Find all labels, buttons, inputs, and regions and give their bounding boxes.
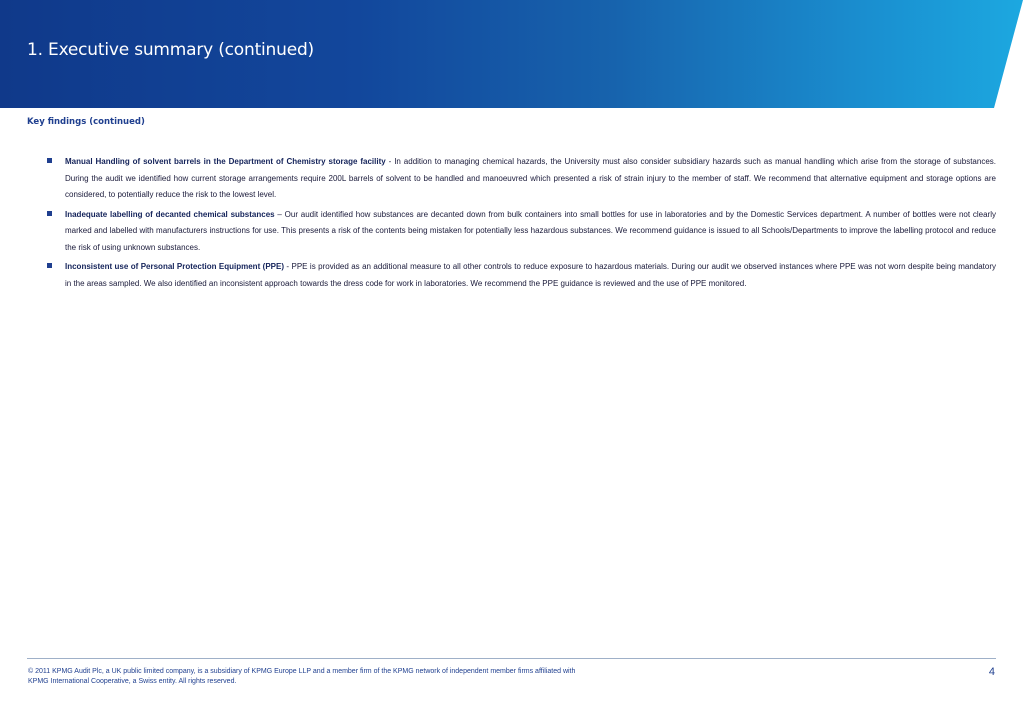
finding-title: Inadequate labelling of decanted chemical substances xyxy=(65,209,275,219)
finding-title: Manual Handling of solvent barrels in the Department of Chemistry storage facility xyxy=(65,157,386,166)
finding-body: - PPE is provided as an additional measure to all other controls to reduce exposure to hazardous materials. During our audit we observed instances where PPE was not worn despite being mandatory in the areas sampled. We also identified an inconsistent approach towards the dress code for work in laboratories. We recommend the PPE guidance is reviewed and the use of PPE monitored. xyxy=(65,262,997,288)
copyright-line-2: KPMG International Cooperative, a Swiss entity. All rights reserved. xyxy=(28,678,237,685)
footer-copyright xyxy=(28,667,708,687)
finding-item xyxy=(46,259,996,292)
square-bullet-icon xyxy=(47,263,52,268)
copyright-line-1: © 2011 KPMG Audit Plc, a UK public limited company, is a subsidiary of KPMG Europe LLP and a member firm of the KPMG network of independent member firms affiliated with xyxy=(28,668,576,675)
finding-body: - In addition to managing chemical hazards, the University must also consider subsidiary hazards such as manual handling which arise from the storage of substances. During the audit we identified how current storage arrangements require 200L barrels of solvent to be handled and manoeuvred which presented a risk of strain injury to the member of staff. We recommend that alternative equipment and storage options are considered, to potentially reduce the risk to the lowest level. xyxy=(65,157,997,199)
footer-divider xyxy=(27,658,996,659)
finding-item xyxy=(46,154,996,204)
findings-list xyxy=(46,154,996,295)
finding-title: Inconsistent use of Personal Protection Equipment (PPE) xyxy=(65,262,284,271)
finding-body: – Our audit identified how substances are decanted down from bulk containers into small bottles for use in laboratories and by the Domestic Services department. A number of bottles were not clearly marked and labelled with manufacturers instructions for use. This presents a risk of the contents being mistaken for potentially less hazardous substances. We recommend guidance is issued to all Schools/Departments to improve the labelling protocol and reduce the risk of using unknown substances. xyxy=(65,209,996,252)
section-heading: Key findings (continued) xyxy=(27,117,145,127)
page-number: 4 xyxy=(988,666,995,678)
square-bullet-icon xyxy=(47,158,52,163)
square-bullet-icon xyxy=(47,211,52,216)
page-title: 1. Executive summary (continued) xyxy=(27,40,314,60)
finding-item xyxy=(46,207,996,257)
